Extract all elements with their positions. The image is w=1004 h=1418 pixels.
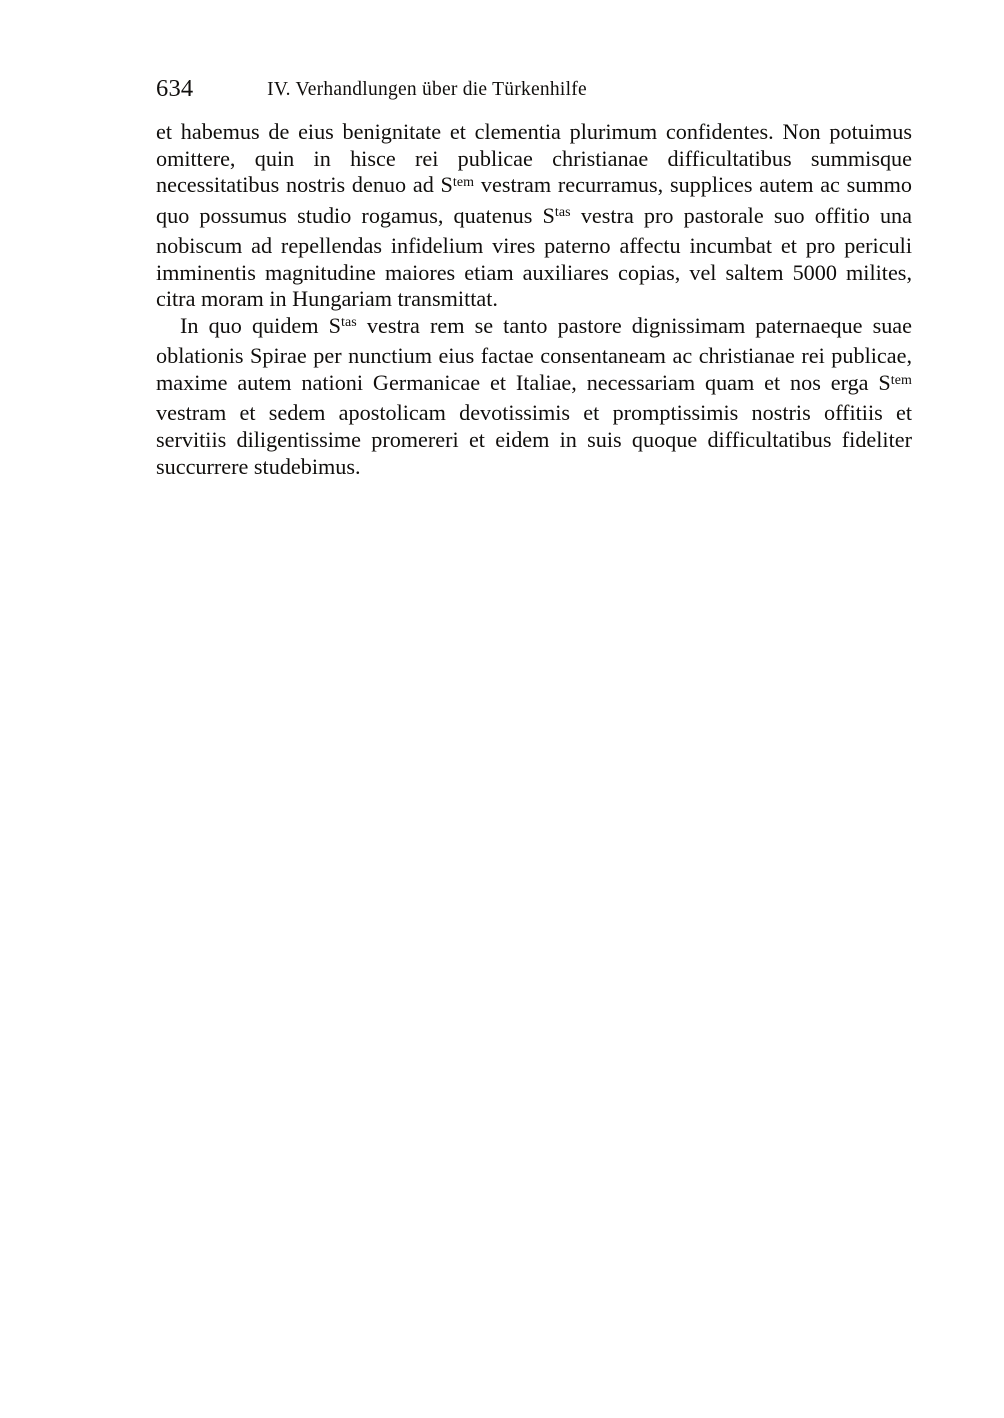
- body-text-block: [156, 119, 912, 480]
- page-number: 634: [156, 75, 194, 102]
- superscript-abbreviation: tem: [452, 174, 475, 190]
- superscript-abbreviation: tas: [554, 205, 571, 221]
- superscript-abbreviation: tem: [890, 372, 912, 388]
- running-head: [156, 76, 912, 102]
- paragraph-2: In quo quidem $S^{tas}$ vestra rem se tanto pastore dignissimam paternaeque suae oblationis Spirae per nunctium eius factae consentaneam ac christianae rei publicae, maxime autem nationi Germanicae et Italiae, necessariam quam et nos erga $S^{tem}$ vestram et sedem apostolicam devotissimis et promptissimis nostris offitiis et servitiis diligentissime promereri et eidem in suis quoque difficultatibus fideliter succurrere studebimus.: [156, 312, 913, 479]
- paragraph-1: et habemus de eius benignitate et clementia plurimum confidentes. Non potuimus omittere, quin in hisce rei publicae christianae difficultatibus summisque necessitatibus nostris denuo ad $S^{tem}$ vestram recurramus, supplices autem ac summo quo possumus studio rogamus, quatenus $S^{tas}$ vestra pro pastorale suo offitio una nobiscum ad repellendas infidelium vires paterno affectu incumbat et pro periculi imminentis magnitudine maiores etiam auxiliares copias, vel saltem 5000 milites, citra moram in Hungariam transmittat.: [156, 119, 912, 312]
- superscript-abbreviation: tas: [340, 315, 357, 331]
- running-head-title: IV. Verhandlungen über die Türkenhilfe: [267, 79, 587, 100]
